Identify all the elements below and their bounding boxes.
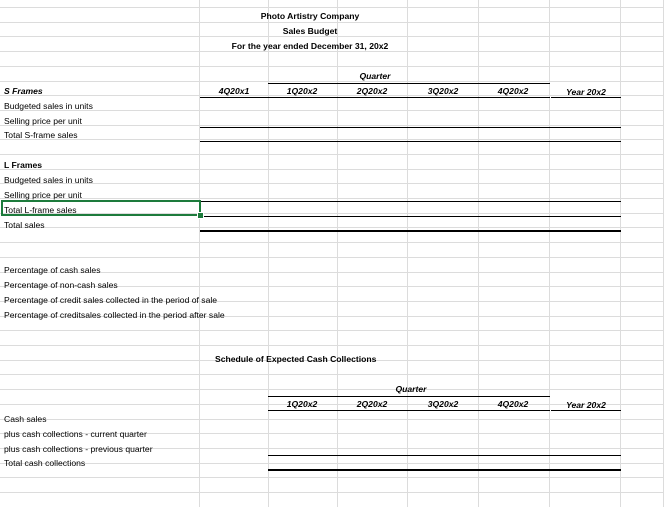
cash-quarter-header: Quarter [395, 384, 427, 394]
row-gridline [0, 125, 664, 126]
l-total-topline [200, 201, 621, 202]
header-underline [200, 97, 550, 98]
company-name: Photo Artistry Company [260, 11, 360, 21]
col-header-4q20x1: 4Q20x1 [218, 86, 250, 96]
s-frames-heading: S Frames [4, 86, 43, 96]
cash-col-year-20x2: Year 20x2 [566, 400, 606, 410]
row-gridline [0, 242, 664, 243]
report-period: For the year ended December 31, 20x2 [231, 41, 389, 51]
total-sales-double-line [200, 230, 621, 232]
col-header-2q20x2: 2Q20x2 [356, 86, 388, 96]
row-gridline [0, 227, 664, 228]
cash-sales-label: Cash sales [4, 414, 47, 424]
col-header-1q20x2: 1Q20x2 [286, 86, 318, 96]
row-gridline [0, 7, 664, 8]
row-gridline [0, 183, 664, 184]
year-header-underline [551, 97, 621, 98]
pct-non-cash-sales-label: Percentage of non-cash sales [4, 280, 118, 290]
row-gridline [0, 345, 664, 346]
col-header-4q20x2: 4Q20x2 [497, 86, 529, 96]
s-selling-price-label: Selling price per unit [4, 116, 82, 126]
cash-col-1q20x2: 1Q20x2 [286, 399, 318, 409]
l-budgeted-sales-label: Budgeted sales in units [4, 175, 93, 185]
pct-cash-sales-label: Percentage of cash sales [4, 265, 101, 275]
cash-total-double-line [268, 469, 621, 471]
cash-col-3q20x2: 3Q20x2 [427, 399, 459, 409]
row-gridline [0, 110, 664, 111]
s-total-underline [200, 141, 621, 142]
column-gridline [268, 0, 269, 507]
column-gridline [478, 0, 479, 507]
cash-total-topline [268, 455, 621, 456]
column-gridline [549, 0, 550, 507]
cash-year-underline [551, 410, 621, 411]
cash-schedule-title: Schedule of Expected Cash Collections [215, 354, 377, 364]
row-gridline [0, 477, 664, 478]
col-header-year-20x2: Year 20x2 [566, 87, 606, 97]
total-cash-collections-label: Total cash collections [4, 458, 86, 468]
current-quarter-collections-label: plus cash collections - current quarter [4, 429, 147, 439]
s-total-sales-label: Total S-frame sales [4, 130, 78, 140]
pct-credit-after-label: Percentage of creditsales collected in the period after sale [4, 310, 225, 320]
report-title: Sales Budget [282, 26, 338, 36]
row-gridline [0, 139, 664, 140]
column-gridline [620, 0, 621, 507]
s-budgeted-sales-label: Budgeted sales in units [4, 101, 93, 111]
fill-handle[interactable] [197, 212, 204, 219]
cash-header-underline [268, 410, 550, 411]
previous-quarter-collections-label: plus cash collections - previous quarter [4, 444, 153, 454]
row-gridline [0, 330, 664, 331]
row-gridline [0, 374, 664, 375]
row-gridline [0, 198, 664, 199]
l-frames-heading: L Frames [4, 160, 43, 170]
selected-cell[interactable] [1, 200, 201, 216]
row-gridline [0, 257, 664, 258]
cash-col-4q20x2: 4Q20x2 [497, 399, 529, 409]
row-gridline [0, 419, 664, 420]
row-gridline [0, 169, 664, 170]
row-gridline [0, 492, 664, 493]
row-gridline [0, 81, 664, 82]
row-gridline [0, 463, 664, 464]
cash-col-2q20x2: 2Q20x2 [356, 399, 388, 409]
column-gridline [337, 0, 338, 507]
row-gridline [0, 389, 664, 390]
s-total-topline [200, 127, 621, 128]
l-selling-price-label: Selling price per unit [4, 190, 82, 200]
row-gridline [0, 66, 664, 67]
column-gridline [199, 0, 200, 507]
quarter-header: Quarter [359, 71, 391, 81]
total-sales-label: Total sales [4, 220, 45, 230]
l-total-sales-label: Total L-frame sales [4, 205, 77, 215]
l-total-underline [200, 216, 621, 217]
col-header-3q20x2: 3Q20x2 [427, 86, 459, 96]
row-gridline [0, 154, 664, 155]
pct-credit-current-label: Percentage of credit sales collected in the period of sale [4, 295, 218, 305]
